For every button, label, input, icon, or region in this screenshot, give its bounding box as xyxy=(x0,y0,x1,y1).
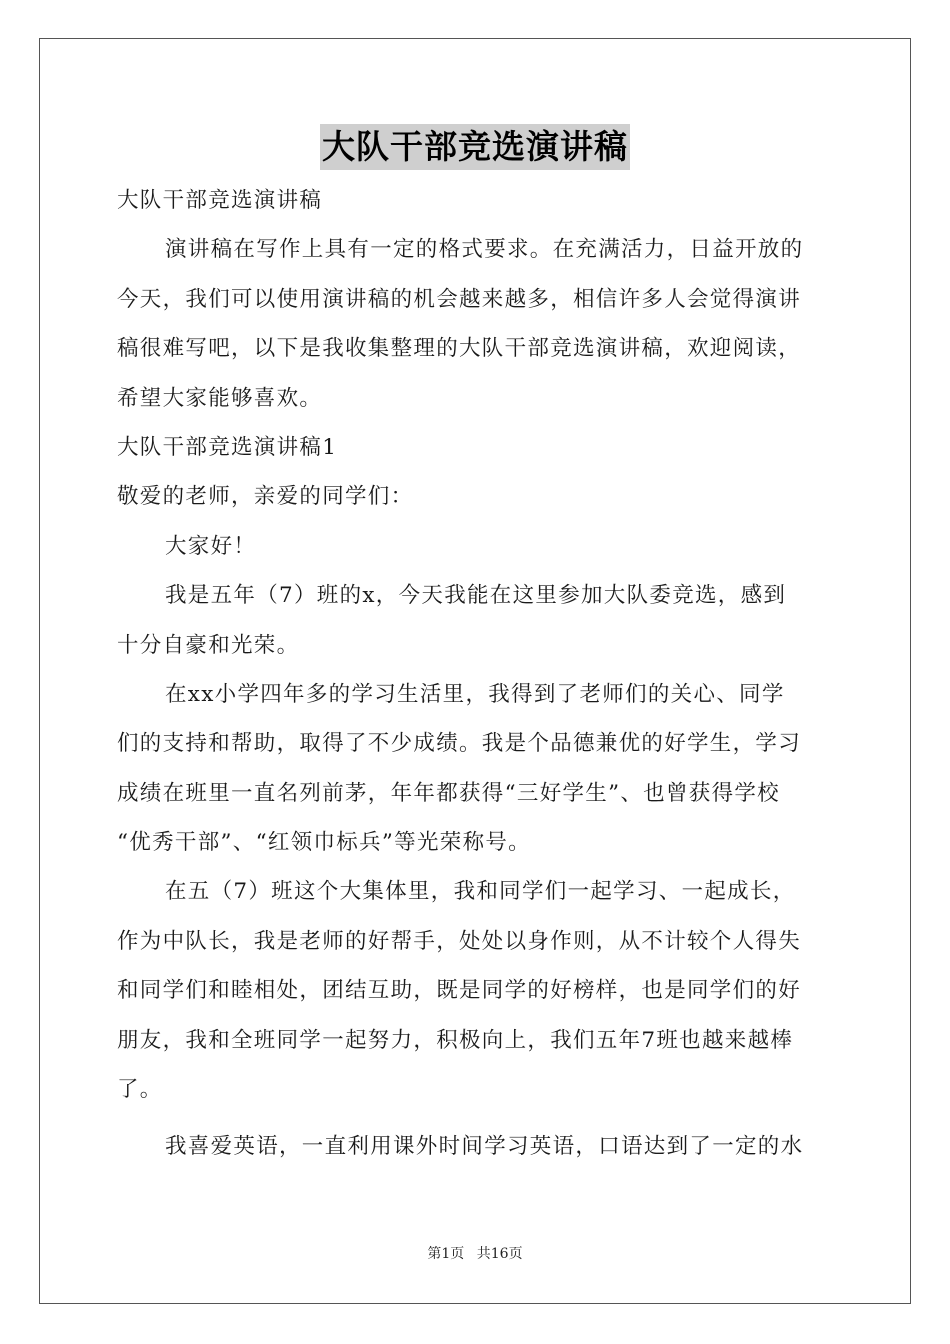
text-line: 希望大家能够喜欢。 xyxy=(117,385,323,411)
text-line: 在xx小学四年多的学习生活里，我得到了老师们的关心、同学 xyxy=(165,681,785,707)
text-line: 和同学们和睦相处，团结互助，既是同学的好榜样，也是同学们的好 xyxy=(117,978,802,1004)
text-line: 们的支持和帮助，取得了不少成绩。我是个品德兼优的好学生，学习 xyxy=(117,731,802,757)
text-line: 演讲稿在写作上具有一定的格式要求。在充满活力，日益开放的 xyxy=(165,237,804,263)
text-line: 今天，我们可以使用演讲稿的机会越来越多，相信许多人会觉得演讲 xyxy=(117,286,802,312)
greeting: 大家好！ xyxy=(165,533,257,559)
text-line: 我喜爱英语，一直利用课外时间学习英语，口语达到了一定的水 xyxy=(165,1134,804,1160)
text-line: 大队干部竞选演讲稿 xyxy=(117,188,323,213)
section-heading: 大队干部竞选演讲稿1 xyxy=(117,434,338,460)
text-line: 作为中队长，我是老师的好帮手，处处以身作则，从不计较个人得失 xyxy=(117,928,802,954)
text-line: 朋友，我和全班同学一起努力，积极向上，我们五年7班也越来越棒 xyxy=(117,1027,794,1053)
title-block xyxy=(0,124,950,170)
text-line: 我是五年（7）班的x，今天我能在这里参加大队委竞选，感到 xyxy=(165,583,787,609)
page-number: 第1页 xyxy=(427,1246,465,1262)
salutation: 敬爱的老师，亲爱的同学们： xyxy=(117,484,414,510)
text-line: 十分自豪和光荣。 xyxy=(117,632,300,658)
page-total: 共16页 xyxy=(476,1246,523,1262)
text-line: 了。 xyxy=(117,1077,163,1103)
text-line: 成绩在班里一直名列前茅，年年都获得“三好学生”、也曾获得学校 xyxy=(117,780,780,806)
text-line: 稿很难写吧，以下是我收集整理的大队干部竞选演讲稿，欢迎阅读， xyxy=(117,336,802,362)
document-body xyxy=(117,176,833,1172)
text-line: “优秀干部”、“红领巾标兵”等光荣称号。 xyxy=(117,830,531,856)
page-footer xyxy=(0,1243,950,1263)
document-title: 大队干部竞选演讲稿 xyxy=(320,124,630,170)
text-line: 在五（7）班这个大集体里，我和同学们一起学习、一起成长， xyxy=(165,879,796,905)
